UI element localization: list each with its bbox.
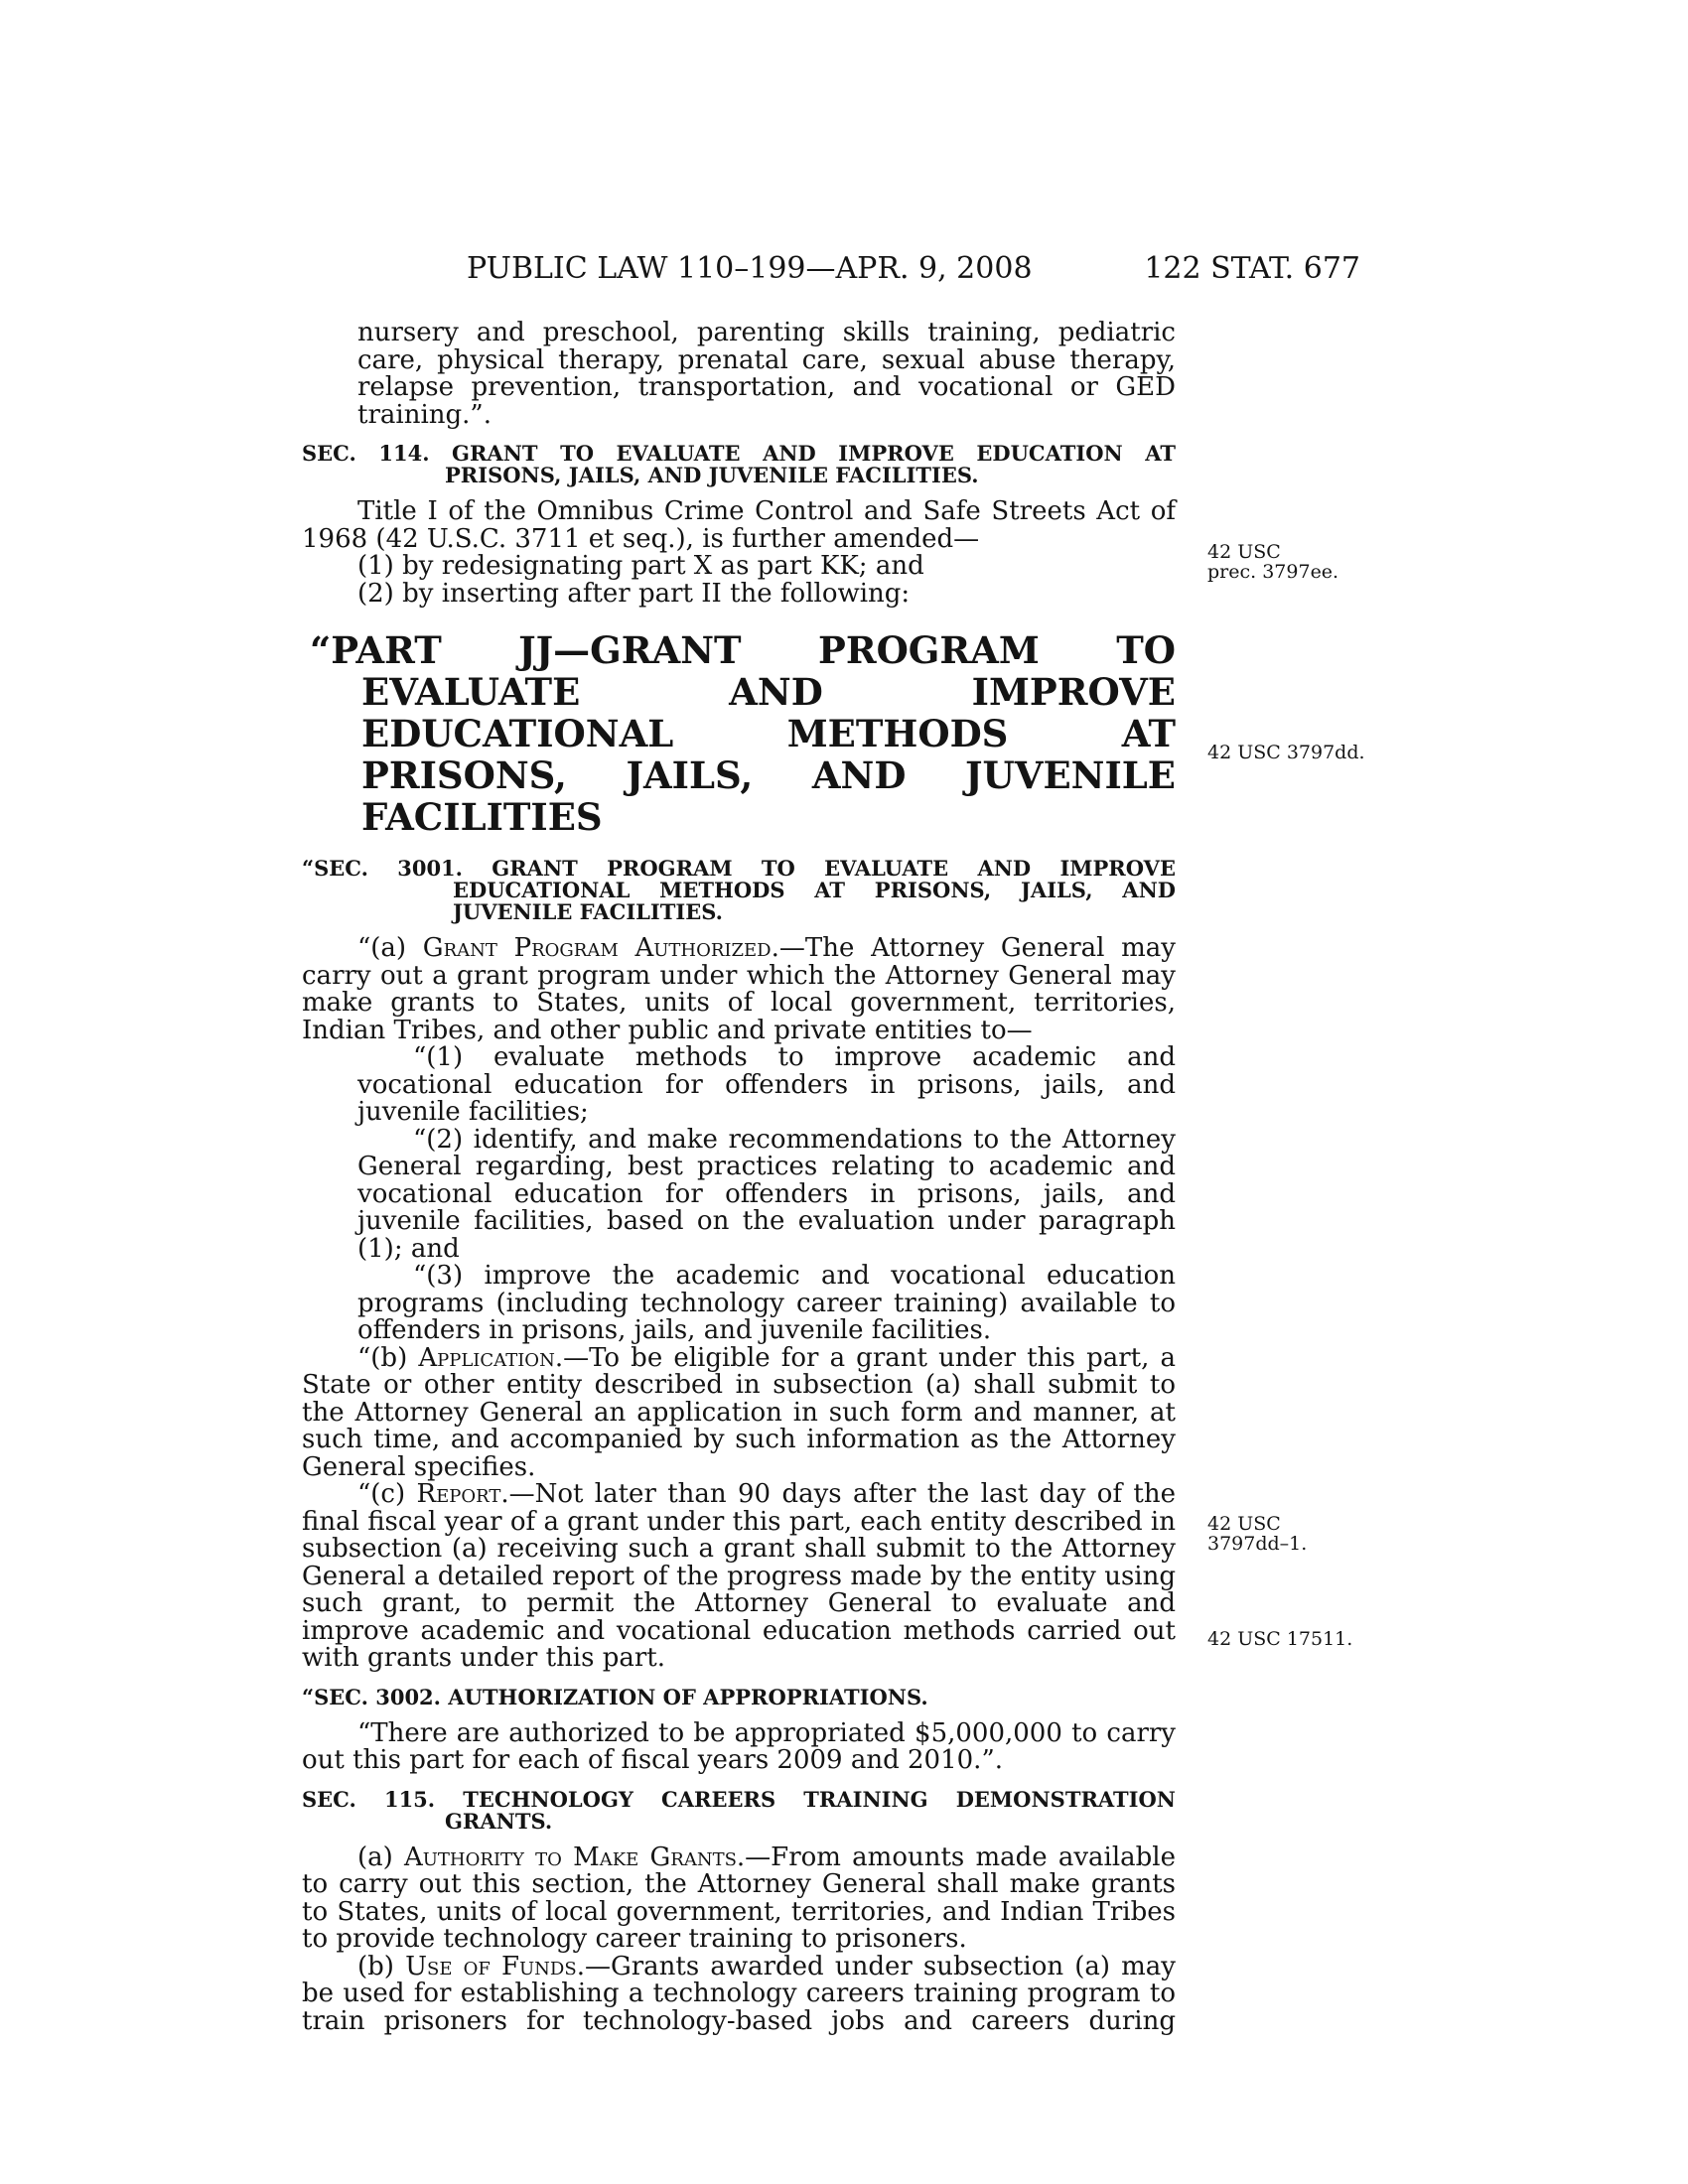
margin-note-usc-17511: 42 USC 17511. <box>1207 1628 1353 1650</box>
section-114-item-2: (2) by inserting after part II the following: <box>357 578 911 609</box>
margin-note-usc-prec-3797ee: 42 USC prec. 3797ee. <box>1207 541 1339 583</box>
part-jj-title: “PART JJ—GRANT PROGRAM TO EVALUATE AND IMPROVE EDUCATIONAL METHODS AT PRISONS, JAILS, AND JUVENILE FACILITIES <box>310 628 1176 839</box>
section-115-subsection-a-heading: Authority to Make Grants <box>403 1842 737 1872</box>
subsection-a-paragraph-1: “(1) evaluate methods to improve academic and vocational education for offenders in prisons, jails, and juvenile facilities; <box>357 1042 1176 1127</box>
section-115-subsection-b: (b) Use of Funds.—Grants awarded under subsection (a) may be used for establishing a technology careers training program to train prisoners for technology-based jobs and careers during <box>302 1951 1176 2036</box>
section-3002-heading: “SEC. 3002. AUTHORIZATION OF APPROPRIATIONS. <box>302 1684 928 1709</box>
margin-note-usc-3797dd-1: 42 USC 3797dd–1. <box>1207 1513 1308 1555</box>
section-114-item-1: (1) by redesignating part X as part KK; and <box>357 551 924 581</box>
subsection-c-heading: Report <box>416 1479 501 1509</box>
subsection-a: “(a) Grant Program Authorized.—The Attorney General may carry out a grant program under which the Attorney General may make grants to States, units of local government, territories, Indian Tribes, and other public and private entities to— <box>302 933 1176 1045</box>
running-head-title: PUBLIC LAW 110–199—APR. 9, 2008 <box>467 251 1033 286</box>
document-body <box>302 320 1176 2035</box>
section-115-subsection-a: (a) Authority to Make Grants.—From amounts made available to carry out this section, the Attorney General shall make grants to States, units of local government, territories, and Indian Tribes to provide technology career training to prisoners. <box>302 1842 1176 1954</box>
continued-paragraph: nursery and preschool, parenting skills training, pediatric care, physical therapy, prenatal care, sexual abuse therapy, relapse prevention, transportation, and vocational or GED training.”. <box>357 318 1176 430</box>
subsection-b-heading: Application <box>418 1342 555 1373</box>
subsection-c: “(c) Report.—Not later than 90 days after the last day of the final fiscal year of a grant under this part, each entity described in subsection (a) receiving such a grant shall submit to the Attorney General a detailed report of the progress made by the entity using such grant, to permit the Attorney General to evaluate and improve academic and vocational education methods carried out with grants under this part. <box>302 1479 1177 1673</box>
margin-note-usc-3797dd: 42 USC 3797dd. <box>1207 742 1365 763</box>
statute-page-number: 122 STAT. 677 <box>1144 251 1360 286</box>
subsection-b: “(b) Application.—To be eligible for a grant under this part, a State or other entity described in subsection (a) shall submit to the Attorney General an application in such form and manner, at such time, and accompanied by such information as the Attorney General specifies. <box>302 1342 1176 1482</box>
section-115-subsection-b-heading: Use of Funds <box>405 1951 577 1981</box>
section-3002-text: “There are authorized to be appropriated $5,000,000 to carry out this part for each of fiscal years 2009 and 2010.”. <box>302 1717 1176 1775</box>
section-114-intro: Title I of the Omnibus Crime Control and Safe Streets Act of 1968 (42 U.S.C. 3711 et seq.), is further amended— <box>302 496 1176 554</box>
subsection-a-paragraph-3: “(3) improve the academic and vocational education programs (including technology career training) available to offenders in prisons, jails, and juvenile facilities. <box>357 1261 1176 1345</box>
page-header <box>467 251 1360 291</box>
subsection-a-paragraph-2: “(2) identify, and make recommendations to the Attorney General regarding, best practices relating to academic and vocational education for offenders in prisons, jails, and juvenile facilities, based on the evaluation under paragraph (1); and <box>357 1124 1176 1264</box>
section-3001-heading: “SEC. 3001. GRANT PROGRAM TO EVALUATE AND IMPROVE EDUCATIONAL METHODS AT PRISONS, JAILS, AND JUVENILE FACILITIES. <box>302 856 1176 924</box>
subsection-a-heading: Grant Program Authorized <box>422 933 772 963</box>
section-114-heading: SEC. 114. GRANT TO EVALUATE AND IMPROVE EDUCATION AT PRISONS, JAILS, AND JUVENILE FACILITIES. <box>302 441 1176 487</box>
section-115-heading: SEC. 115. TECHNOLOGY CAREERS TRAINING DEMONSTRATION GRANTS. <box>302 1786 1176 1834</box>
